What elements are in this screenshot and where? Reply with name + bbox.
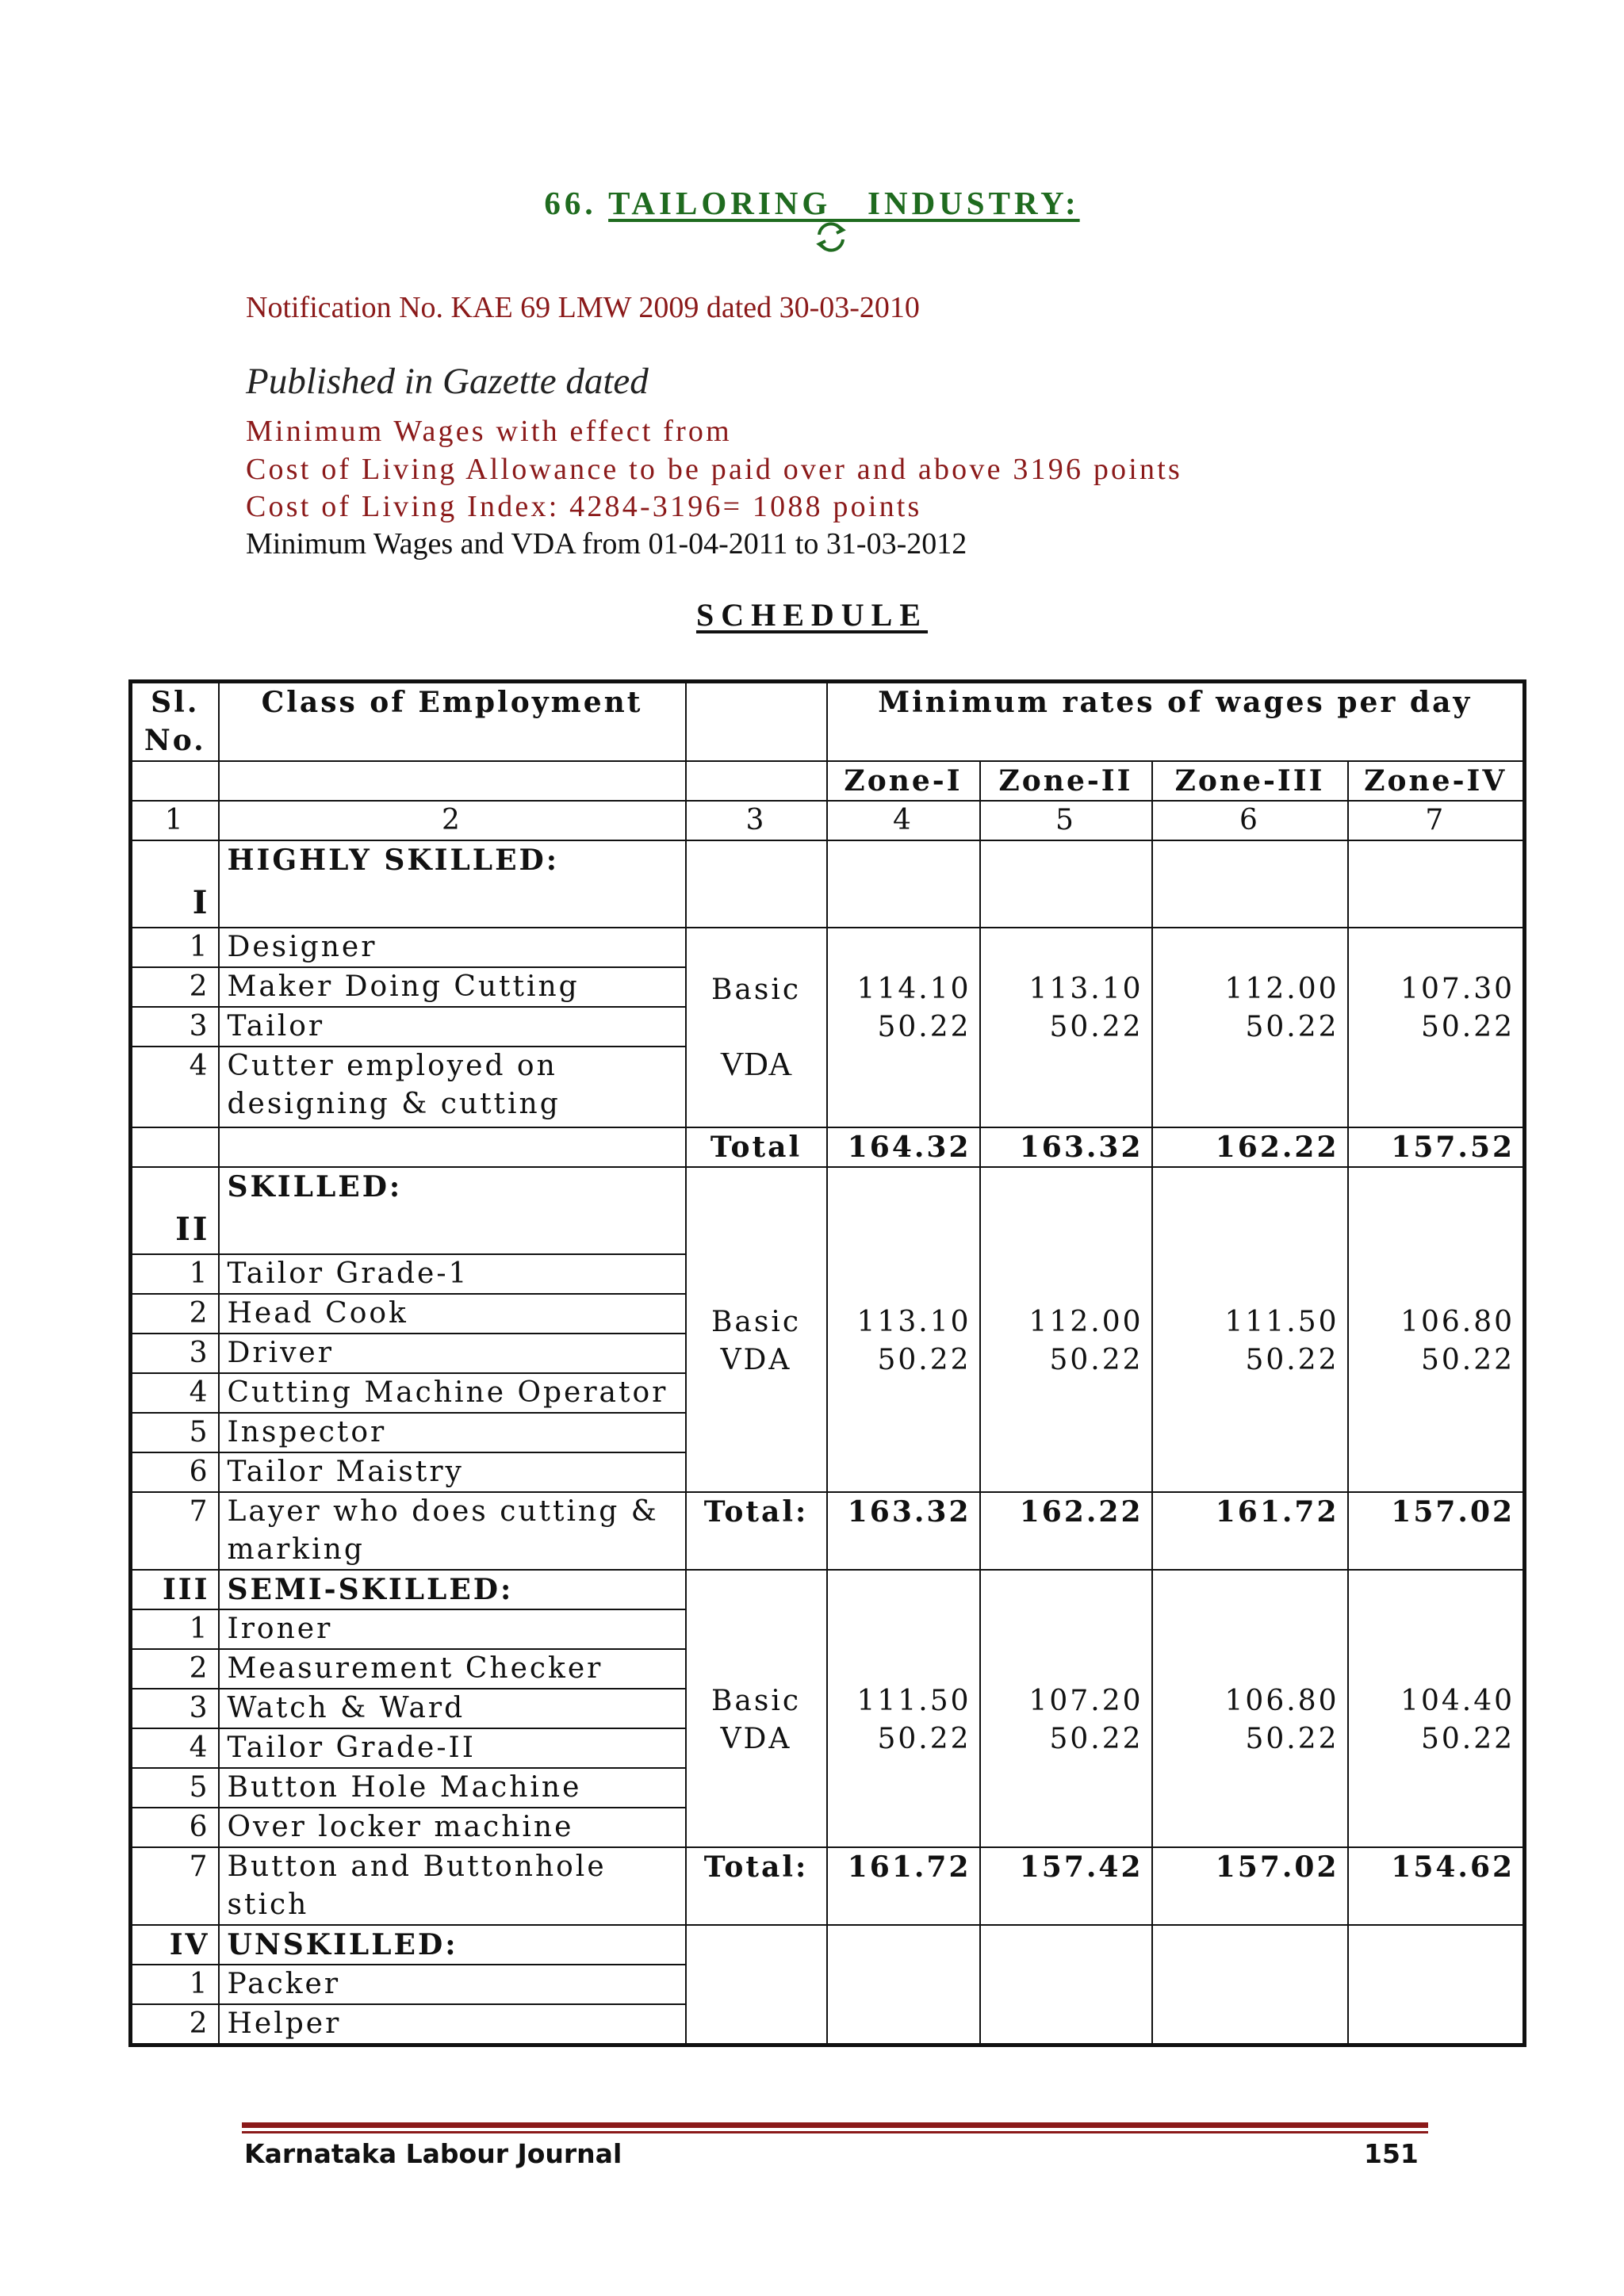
group-heading: SKILLED: xyxy=(219,1167,686,1254)
table-row: 4 Tailor Grade-II xyxy=(131,1728,1525,1768)
refresh-icon xyxy=(813,219,849,255)
total-value: 154.62 xyxy=(1348,1847,1525,1925)
zone-rates: 111.50 50.22 xyxy=(1152,1167,1348,1492)
table-row: 3 Watch & Ward xyxy=(131,1689,1525,1728)
column-number: 4 xyxy=(827,801,980,840)
zone-rates: 107.20 50.22 xyxy=(980,1570,1152,1847)
table-row: 2 Maker Doing Cutting xyxy=(131,967,1525,1007)
employment-class: Tailor Maistry xyxy=(219,1452,686,1492)
table-row: 5 Button Hole Machine xyxy=(131,1768,1525,1808)
total-value: 162.22 xyxy=(1152,1127,1348,1167)
total-value: 157.52 xyxy=(1348,1127,1525,1167)
zone-header-row xyxy=(131,761,1525,801)
cola-line: Cost of Living Allowance to be paid over and above 3196 points xyxy=(246,453,1182,486)
zone-rates: 113.10 50.22 xyxy=(980,928,1152,1127)
employment-class: Helper xyxy=(219,2004,686,2045)
employment-class: Button and Buttonhole stich xyxy=(219,1847,686,1925)
group-number: II xyxy=(131,1167,219,1254)
header-slno: Sl. No. xyxy=(131,682,219,761)
zone-rates: 106.80 50.22 xyxy=(1348,1167,1525,1492)
employment-class: Layer who does cutting & marking xyxy=(219,1492,686,1570)
table-row: 1 Ironer xyxy=(131,1609,1525,1649)
table-row: 1 Packer xyxy=(131,1965,1525,2004)
column-number: 2 xyxy=(219,801,686,840)
section-number: 66. xyxy=(544,185,597,221)
employment-class: Designer xyxy=(219,928,686,967)
total-value: 163.32 xyxy=(827,1492,980,1570)
employment-class: Button Hole Machine xyxy=(219,1768,686,1808)
group-number: III xyxy=(131,1570,219,1609)
table-header-row xyxy=(131,682,1525,761)
zone-header: Zone-IV xyxy=(1348,761,1525,801)
journal-name: Karnataka Labour Journal xyxy=(244,2138,622,2169)
index-line: Cost of Living Index: 4284-3196= 1088 points xyxy=(246,490,922,523)
group-heading: SEMI-SKILLED: xyxy=(219,1570,686,1609)
zone-header: Zone-II xyxy=(980,761,1152,801)
header-rates: Minimum rates of wages per day xyxy=(827,682,1525,761)
employment-class: Measurement Checker xyxy=(219,1649,686,1689)
total-row: 7 Button and Buttonhole stich Total: 161.72 157.42 157.02 154.62 xyxy=(131,1847,1525,1925)
employment-class: Driver xyxy=(219,1334,686,1373)
total-value: 157.02 xyxy=(1152,1847,1348,1925)
table-row: 1 Designer Basic VDA 114.10 50.22 113.10 50.22 112.00 50.22 107.30 50.22 xyxy=(131,928,1525,967)
column-number: 7 xyxy=(1348,801,1525,840)
group-heading-row xyxy=(131,1570,1525,1609)
group-heading-row xyxy=(131,1167,1525,1254)
total-row: 7 Layer who does cutting & marking Total: 163.32 162.22 161.72 157.02 xyxy=(131,1492,1525,1570)
employment-class: Packer xyxy=(219,1965,686,2004)
wage-schedule-table xyxy=(128,679,1526,2047)
column-number-row xyxy=(131,801,1525,840)
effect-line: Minimum Wages with effect from xyxy=(246,415,732,448)
table-row: 6 Over locker machine xyxy=(131,1808,1525,1847)
total-value: 161.72 xyxy=(1152,1492,1348,1570)
employment-class: Tailor xyxy=(219,1007,686,1047)
group-heading-row xyxy=(131,1925,1525,1965)
table-row: 5 Inspector xyxy=(131,1413,1525,1452)
column-number: 6 xyxy=(1152,801,1348,840)
zone-rates: 104.40 50.22 xyxy=(1348,1570,1525,1847)
employment-class: Tailor Grade-II xyxy=(219,1728,686,1768)
page-number: 151 xyxy=(1364,2138,1419,2169)
total-value: 157.02 xyxy=(1348,1492,1525,1570)
table-row: 2 Measurement Checker xyxy=(131,1649,1525,1689)
rate-type-labels: Basic VDA xyxy=(686,928,827,1127)
table-row: 3 Driver xyxy=(131,1334,1525,1373)
employment-class: Ironer xyxy=(219,1609,686,1649)
employment-class: Inspector xyxy=(219,1413,686,1452)
table-row: 2 Helper xyxy=(131,2004,1525,2045)
zone-rates: 114.10 50.22 xyxy=(827,928,980,1127)
page-title xyxy=(0,184,1624,222)
zone-rates: 112.00 50.22 xyxy=(1152,928,1348,1127)
total-value: 164.32 xyxy=(827,1127,980,1167)
zone-header: Zone-III xyxy=(1152,761,1348,801)
table-row: 4 Cutter employed on designing & cutting xyxy=(131,1047,1525,1127)
column-number: 1 xyxy=(131,801,219,840)
table-row: 2 Head Cook xyxy=(131,1294,1525,1334)
column-number: 5 xyxy=(980,801,1152,840)
group-number: I xyxy=(131,840,219,928)
table-row: 1 Tailor Grade-1 xyxy=(131,1254,1525,1294)
total-label: Total xyxy=(686,1127,827,1167)
employment-class: Maker Doing Cutting xyxy=(219,967,686,1007)
table-row: 4 Cutting Machine Operator xyxy=(131,1373,1525,1413)
total-value: 157.42 xyxy=(980,1847,1152,1925)
employment-class: Cutter employed on designing & cutting xyxy=(219,1047,686,1127)
group-heading-row xyxy=(131,840,1525,928)
total-label: Total: xyxy=(686,1847,827,1925)
zone-rates: 107.30 50.22 xyxy=(1348,928,1525,1127)
zone-rates: 106.80 50.22 xyxy=(1152,1570,1348,1847)
zone-header: Zone-I xyxy=(827,761,980,801)
zone-rates: 111.50 50.22 xyxy=(827,1570,980,1847)
total-row xyxy=(131,1127,1525,1167)
zone-rates: 113.10 50.22 xyxy=(827,1167,980,1492)
employment-class: Watch & Ward xyxy=(219,1689,686,1728)
group-heading: UNSKILLED: xyxy=(219,1925,686,1965)
total-label: Total: xyxy=(686,1492,827,1570)
group-heading: HIGHLY SKILLED: xyxy=(219,840,686,928)
period-line: Minimum Wages and VDA from 01-04-2011 to 31-03-2012 xyxy=(246,527,967,561)
table-row: 3 Tailor xyxy=(131,1007,1525,1047)
employment-class: Tailor Grade-1 xyxy=(219,1254,686,1294)
column-number: 3 xyxy=(686,801,827,840)
schedule-heading: SCHEDULE xyxy=(695,597,929,633)
notification-line: Notification No. KAE 69 LMW 2009 dated 30-03-2010 xyxy=(246,291,920,324)
table-row: 6 Tailor Maistry xyxy=(131,1452,1525,1492)
rate-type-labels: Basic VDA xyxy=(686,1167,827,1492)
group-number: IV xyxy=(131,1925,219,1965)
total-value: 163.32 xyxy=(980,1127,1152,1167)
header-class: Class of Employment xyxy=(219,682,686,761)
employment-class: Over locker machine xyxy=(219,1808,686,1847)
footer-rule xyxy=(242,2131,1428,2133)
rate-type-labels: Basic VDA xyxy=(686,1570,827,1847)
zone-rates: 112.00 50.22 xyxy=(980,1167,1152,1492)
employment-class: Cutting Machine Operator xyxy=(219,1373,686,1413)
total-value: 161.72 xyxy=(827,1847,980,1925)
footer-rule xyxy=(242,2122,1428,2128)
industry-title: TAILORING INDUSTRY: xyxy=(608,185,1080,221)
published-line: Published in Gazette dated xyxy=(246,361,649,402)
total-value: 162.22 xyxy=(980,1492,1152,1570)
header-blank xyxy=(686,682,827,761)
employment-class: Head Cook xyxy=(219,1294,686,1334)
